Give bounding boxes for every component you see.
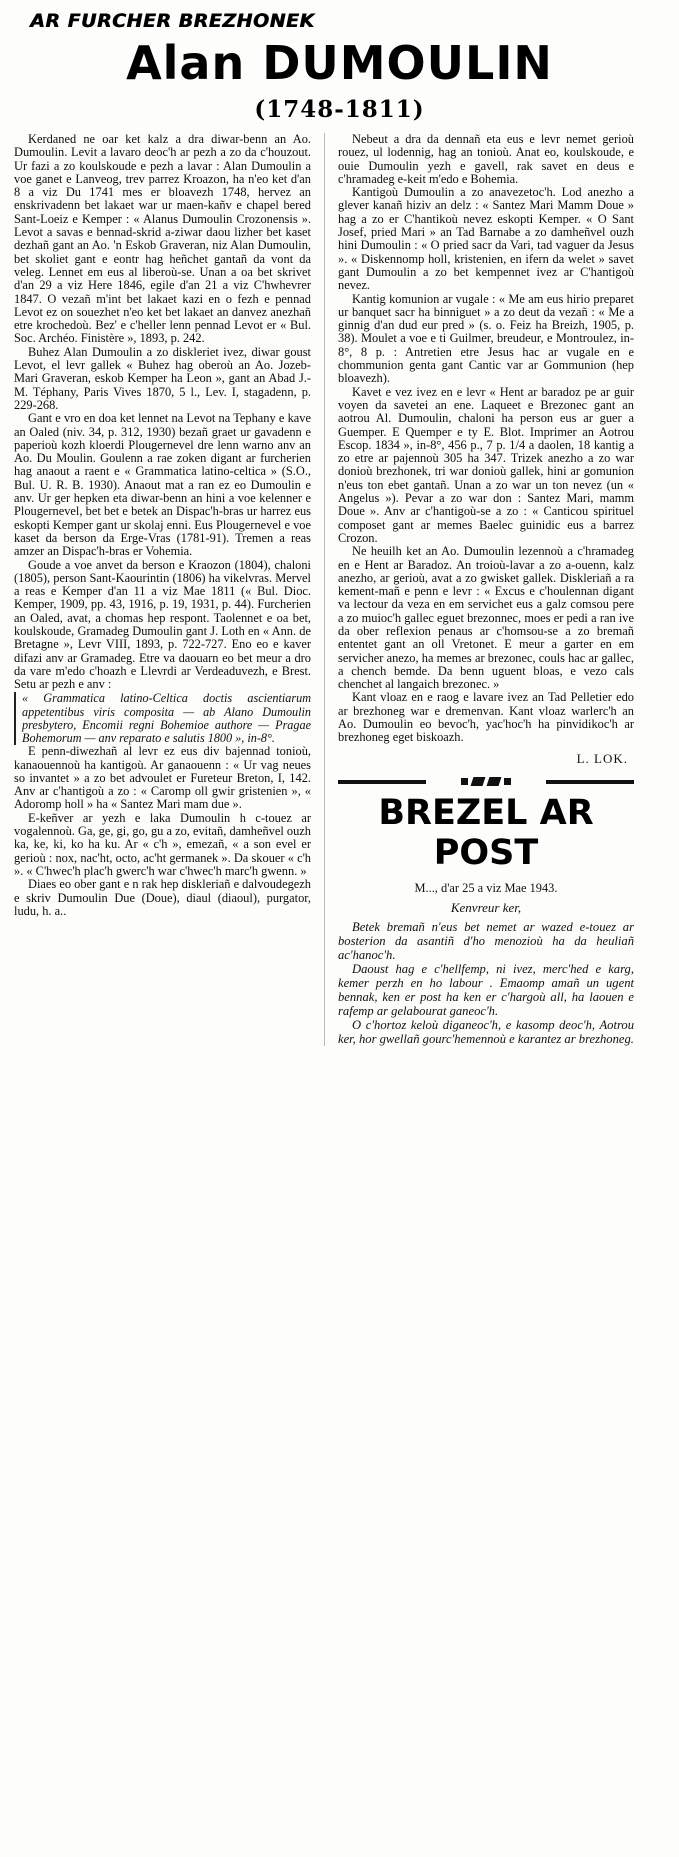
ornament-square-icon: [461, 778, 468, 785]
article-signature: L. LOK.: [576, 750, 628, 766]
section-kicker: AR FURCHER BREZHONEK: [30, 10, 315, 32]
post-letter-date: M..., d'ar 25 a viz Mae 1943.: [414, 880, 558, 895]
paragraph: Kantig komunion ar vugale : « Me am eus hirio preparet ur banquet sacr ha binniguet » a zo deut da vezañ : « Me a ginnig d'an dud eur pred » (s. o. Feiz ha Breizh, 1905, p. 38). Moulet a voe e ti Guilmer, breudeur, e Montroulez, in-8°, 8 p. : Antretien etre Jesus hac ar vugale en e chommunion genta gant Cantic var ar Gommunion (hep bloavezh).: [338, 291, 634, 386]
paragraph: Gant e vro en doa ket lennet na Levot na Tephany e kave an Oaled (niv. 34, p. 312, 1930) bezañ graet ur gavadenn e paperioù kozh kloerdi Plougernevel dre lenn warno anv an Ao. Du Moulin. Goulenn a rae zoken digant ar furcherien hag anaout a raent e « Grammatica latino-celtica » (S.O., Bul. U. R. B. 1930). Anaout mat a ran ez eo Dumoulin e anv. Ur ger hepken eta diwar-benn an hini a voe kelenner e Plougernevel, bet bet e betek an Dispac'h-bras ur harrez eus eskopti Kemper gant ur skolaj enni. Eus Plougernevel e voe kaset da berson da Erge-Vras (1781-91). Tremen a reas amzer an Dispac'h-bras er Vohemia.: [14, 411, 311, 559]
paragraph: Nebeut a dra da dennañ eta eus e levr nemet gerioù rouez, ul lodennig, hag an tonioù. Anat eo, koulskoude, e ouie Dumoulin yezh e gavell, rak savet en deus e c'hramadeg e-keit m'edo e Bohemia.: [338, 132, 634, 186]
paragraph: Goude a voe anvet da berson e Kraozon (1804), chaloni (1805), person Sant-Kaourintin (1806) ha vikelvras. Mervel a reas e Kemper d'an 11 a viz Mae 1811 (« Bul. Dioc. Kemper, 1909, pp. 43, 1916, p. 19, 1931, p. 44). Furcherien an Oaled, avat, a chomas hep respont. Taolennet e oa bet, koulskoude, Gramadeg Dumoulin gant J. Loth en « Ann. de Bretagne », Levr VIII, 1893, p. 722-727. Eno eo e kaver difazi anv ar Gramadeg. Etre va daouarn eo bet meur a dro da vare m'edo c'hoazh e Llevrdi ar Verdeaduvezh, e Brest. Setu ar pezh e anv :: [14, 557, 311, 692]
ornament-lozenge-icon: [487, 777, 502, 786]
ornament-lozenge-icon: [471, 777, 486, 786]
page-subtitle: (1748-1811): [254, 96, 425, 123]
latin-quote-block: [14, 692, 311, 745]
post-paragraph: Betek bremañ n'eus bet nemet ar wazed e-touez ar bosterion da asantiñ d'ho menozioù ha da heuliañ ac'hanoc'h.: [338, 919, 634, 962]
paragraph: Kerdaned ne oar ket kalz a dra diwar-benn an Ao. Dumoulin. Levit a lavaro deoc'h ar pezh a zo da c'houzout. Ur fazi a zo koulskoude e pezh a lavar : Alan Dumoulin a voe ganet e Lanveog, trev parrez Kroazon, ha n'eo ket d'an 8 a viz Du 1741 mes er bloavezh 1748, hervez an enskrivadenn bet lakaet war ur maen-kañv e chapel bered Sant-Loeiz e Kemper : « Alanus Dumoulin Crozonensis ». Levot a savas e bennad-skrid a-ziwar daou lizher bet kaset dezhañ gant an Ao. 'n Eskob Graveran, niz Alan Dumoulin, bet skoliet gant e eontr hag heñchet gantañ da vont da veleg. Lennet em eus al liberoù-se. Unan a oa bet skrivet d'an 29 a viz Here 1846, egile d'an 21 a viz C'hwhevrer 1847. O vezañ m'int bet lakaet kazi en o fezh e pennad Levot ez on souezhet n'eo ket bet lakaet an danvez anezhañ etre krochedoù. Bez' e c'heller lenn pennad Levot er « Bul. Soc. Archéo. Finistère », 1893, p. 242.: [14, 132, 311, 346]
post-letter-greeting: Kenvreur ker,: [450, 899, 522, 915]
paragraph: E penn-diwezhañ al levr ez eus div bajennad tonioù, kanaouennoù ha kantigoù. Ar ganaouenn : « Ur vag neues so invantet » a zo bet advoulet er Fureteur Breton, I, 142. Anv ar c'hantigoù a zo : « Caromp oll gwir gristenien », « Adoromp holl » ha « Santez Mari mam due ».: [14, 744, 311, 812]
post-section-title: BREZEL AR POST: [378, 792, 594, 873]
paragraph: Kant vloaz en e raog e lavare ivez an Tad Pelletier edo ar brezhoneg war e dremenvan. Kant vloaz warlerc'h an Ao. Dumoulin eo bevoc'h, yac'hoc'h ha pinvidikoc'h ar brezhoneg eget biskoazh.: [338, 690, 634, 745]
post-paragraph: Daoust hag e c'hellfemp, ni ivez, merc'hed e karg, kemer perzh en ho labour . Emaomp amañ un ugent bennak, ken er post ha ken er c'hargoù all, ha laouen e rafemp ar gelabourat ganeoc'h.: [338, 961, 634, 1018]
paragraph: Ne heuilh ket an Ao. Dumoulin lezennoù a c'hramadeg en e Hent ar Baradoz. An troioù-lavar a zo a-ouenn, kalz anezho, ar gerioù, avat a zo gwisket gallek. Diskleriañ a ra kement-mañ e penn e levr : « Excus e c'houlennan digant va lectour da veza en em servichet eus a galz comsou pere a zo muioc'h gallec eguet brezonnec, moes er pedi a ran ive da ober reflexion penaus ar c'homsou-se a zo bremañ ententet gant an oll Vretonet. E meur a garter en em servicher anezo, ha memes ar brezonec, couls hac ar gallec, a chench bemde. Da benn uguent bloas, e vezo cals chenchet al langaich brezonec. »: [338, 544, 634, 692]
latin-quote: « Grammatica latino-Celtica doctis ascientiarum appetentibus viris composita — ab Alano Dumoulin presbytero, Encomii regni Bohemioe authore — Pragae Bohemorum — anv reparato e salutis 1800 », in-8°.: [22, 691, 311, 746]
right-column: [324, 133, 634, 1046]
paragraph: Kantigoù Dumoulin a zo anavezetoc'h. Lod anezho a glever kanañ hiziv an delz : « Santez Mari Mamm Doue » hag a zo er C'hantikoù nevez eskopti Kemper. « O Sant Josef, pried Mari » an Tad Barnabe a zo damheñvel ouzh hini Dumoulin : « O pried sacr da Vari, tad vaguer da Jesus ». « Diskennomp holl, kristenien, en ifern da welet » savet gant Dumoulin a zo bet kempennet ivez ar C'hantigoù nevez.: [338, 185, 634, 293]
left-column: [14, 133, 324, 918]
paragraph: Diaes eo ober gant e n rak hep diskleriañ e dalvoudegezh e skriv Dumoulin Due (Doue), diaul (diaoul), purgator, ludu, h. a..: [14, 877, 311, 918]
paragraph: Kavet e vez ivez en e levr « Hent ar baradoz pe ar guir voyen da savetei an ene. Laqueet e Brezonec gant an aotrou Al. Dumoulin, chaloni ha person eus ar guer a Guemper. E Quemper e ty E. Blot. Imprimer an Aotrou Escop. 1834 », in-8°, 456 p., 7 p. 1/4 a daolen, 18 kantig a zo etre ar pajennoù 305 ha 347. Trizek anezho a zo war donioù brezhonek, tri war donioù gallek, hini ar gomunion n'eus ton ebet gantañ. Unan a zo war un ton nevez (un « Angelus »). Pevar a zo war don : Santez Mari, mamm Doue ». Anv ar c'hantigoù-se a zo : « Canticou spirituel composet gant ar memes Baelec guinidic eus a barrez Crozon.: [338, 384, 634, 545]
post-paragraph: O c'hortoz keloù diganeoc'h, e kasomp deoc'h, Aotrou ker, hor gwellañ gourc'hemennoù e karantez ar brezhoneg.: [338, 1017, 634, 1046]
paragraph: Buhez Alan Dumoulin a zo diskleriet ivez, diwar goust Levot, el levr gallek « Buhez hag oberoù an Ao. Jozeb-Mari Graveran, eskob Kemper ha Leon », gant an Abad J.-M. Téphany, Paris Vives 1870, 5 l., Lev. I, stagadenn, p. 229-268.: [14, 344, 311, 412]
page-title: Alan DUMOULIN: [126, 36, 553, 90]
article-columns: [14, 133, 665, 1046]
ornament-square-icon: [504, 778, 511, 785]
ornament-divider: [338, 775, 634, 789]
paragraph: E-keñver ar yezh e laka Dumoulin h c-touez ar vogalennoù. Ga, ge, gi, go, gu a zo, evitañ, damheñvel ouzh ka, ke, ki, ko ha ku. Ar « c'h », emezañ, « a son evel er gerioù : nox, nac'ht, octo, ac'ht germanek ». Da skouer « c'h ». « C'hwec'h plac'h gwerc'h war c'hwec'h marc'h gwenn. »: [14, 810, 311, 878]
